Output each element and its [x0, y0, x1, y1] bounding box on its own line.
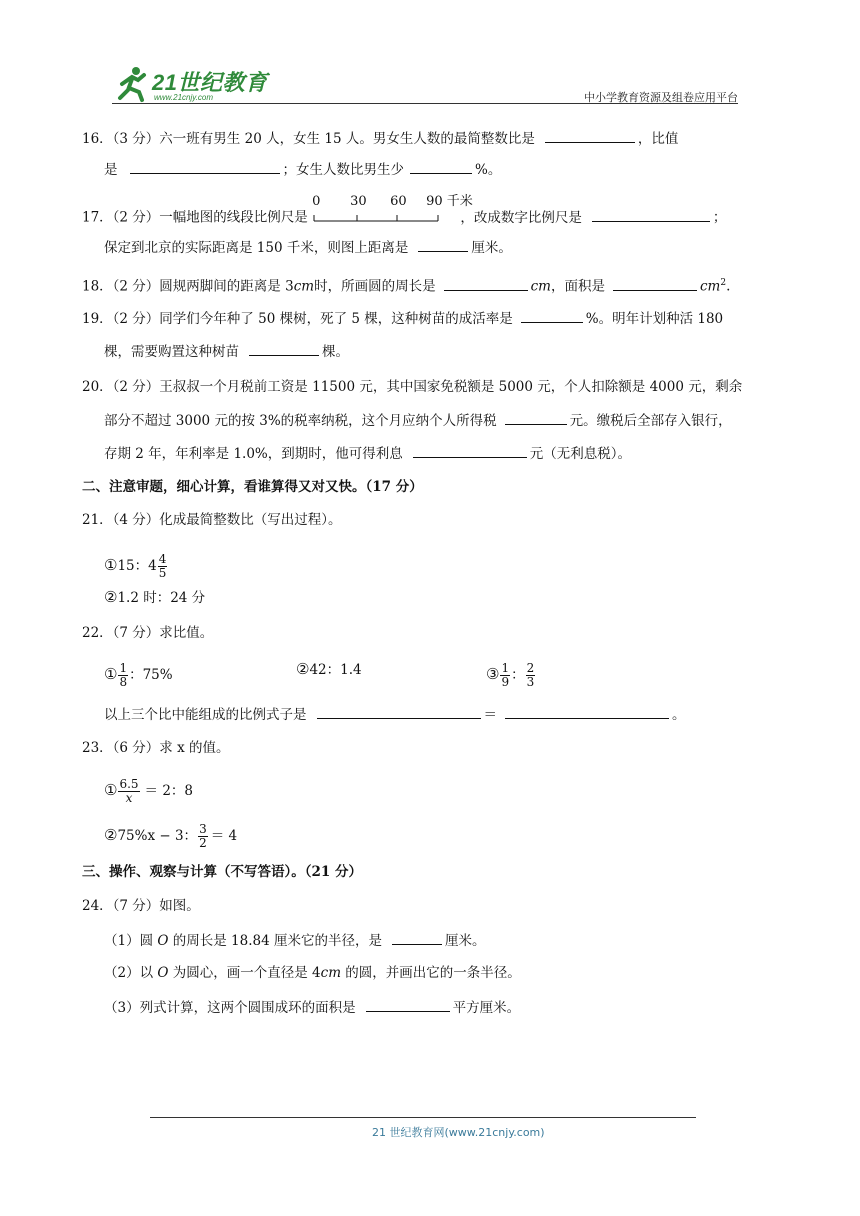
fraction-numerator: 1 [119, 661, 128, 675]
q16-blank-value[interactable] [130, 159, 280, 174]
fraction [118, 662, 128, 689]
q17-line1 [82, 194, 727, 230]
fraction-denominator: 3 [526, 675, 535, 689]
q20-text-d: 元（无利息税）。 [529, 446, 632, 462]
q18-blank-area[interactable] [613, 276, 697, 291]
q20-line1: 20．（2 分）王叔叔一个月税前工资是 11500 元，其中国家免税额是 5000 元，个人扣除额是 4000 元，剩余 [82, 379, 743, 395]
q16-line1 [82, 128, 678, 149]
q16-text: 16．（3 分）六一班有男生 20 人，女生 15 人。男女生人数的最简整数比是 [82, 131, 535, 147]
q24-part1-text-c: 厘米。 [445, 933, 486, 949]
fraction [118, 778, 139, 805]
q22-item1-text: ：75% [129, 667, 173, 683]
q17-text-d: 保定到北京的实际距离是 150 千米，则图上距离是 [104, 240, 409, 256]
q16-text-e: %。 [475, 162, 502, 178]
q20-line2 [104, 410, 732, 431]
fraction-denominator: 5 [158, 566, 167, 580]
q24-part1-text: （1）圆 [104, 933, 158, 949]
q20-text-b: 元。缴税后全部存入银行， [569, 413, 732, 429]
q18-text: 18．（2 分）圆规两脚间的距离是 3 [82, 278, 294, 295]
fraction-numerator: 4 [158, 552, 167, 566]
fraction-denominator: 2 [199, 836, 207, 850]
q24-title: 24．（7 分）如图。 [82, 898, 200, 914]
q23-title: 23．（6 分）求 x 的值。 [82, 740, 230, 756]
fraction [500, 662, 510, 689]
q23-item1-text: ＝ 2：8 [144, 783, 194, 799]
header-divider [112, 103, 738, 104]
q23-item2-text-b: ＝ 4 [210, 828, 238, 844]
item-marker-1: ① [104, 665, 118, 683]
q17-text-c: ； [712, 209, 727, 226]
q24-part1-text-b: 的周长是 18.84 厘米它的半径，是 [168, 933, 382, 949]
logo-url: www.21cnjy.com [154, 93, 213, 102]
q24-part2-text-c: 的圆，并画出它的一条半径。 [341, 965, 521, 981]
q16-line2 [104, 159, 501, 180]
ratio-separator: ： [511, 667, 525, 683]
q22-title: 22．（7 分）求比值。 [82, 625, 214, 641]
q18-unit-cm2: cm [699, 278, 721, 295]
q19-text-b: %。明年计划种活 180 [585, 311, 724, 327]
q21-item1-text: 15：4 [117, 558, 157, 574]
footer-divider [150, 1117, 696, 1118]
q22-item2-text: 42：1.4 [309, 662, 362, 678]
fraction-numerator: 1 [501, 661, 510, 675]
fraction [158, 553, 168, 580]
q18-text-b: 时，所画圆的周长是 [314, 278, 436, 295]
q17-text-e: 厘米。 [471, 240, 512, 256]
q18-end: . [726, 278, 731, 295]
footer-text: 21 世纪教育网(www.21cnjy.com) [372, 1126, 545, 1139]
q22-blank-right[interactable] [505, 704, 669, 719]
q20-line3 [104, 443, 631, 464]
scale-label-0: 0 [312, 194, 321, 209]
fraction [526, 662, 536, 689]
q17-blank-scale[interactable] [592, 207, 710, 222]
fraction-denominator: x [125, 791, 133, 805]
circle-center-label: O [157, 965, 169, 981]
q22-item1 [104, 659, 173, 690]
header-platform-text: 中小学教育资源及组卷应用平台 [584, 91, 738, 104]
equals-sign: ＝ [483, 707, 497, 723]
fraction [198, 823, 208, 850]
q21-item2 [104, 587, 205, 608]
q22-blank-left[interactable] [317, 704, 481, 719]
section-2-heading: 二、注意审题，细心计算，看谁算得又对又快。（17 分） [82, 479, 423, 495]
fraction-denominator: 9 [501, 675, 510, 689]
q22-proportion-line [104, 704, 686, 725]
circle-center-label: O [157, 933, 169, 949]
item-marker-3: ③ [486, 665, 500, 683]
q17-line2 [104, 237, 512, 258]
q24-part1 [104, 930, 486, 951]
q18-text-c: ，面积是 [550, 278, 605, 295]
section-3-heading: 三、操作、观察与计算（不写答语）。（21 分） [82, 864, 362, 880]
fraction-denominator: 8 [119, 675, 128, 689]
q24-part2-text: （2）以 [104, 965, 158, 981]
q18-line [82, 273, 730, 297]
fraction-numerator: 2 [526, 661, 535, 675]
q18-sup: 2 [720, 278, 727, 288]
line-scale-bar [312, 194, 473, 230]
q24-unit-cm: cm [320, 965, 342, 981]
q24-part2-text-b: 为圆心，画一个直径是 4 [168, 965, 321, 981]
q19-text: 19．（2 分）同学们今年种了 50 棵树，死了 5 棵，这种树苗的成活率是 [82, 311, 513, 327]
q23-item2-text: 75%x − 3： [117, 828, 198, 844]
item-marker-1: ① [104, 556, 118, 574]
scale-label-90: 90 千米 [426, 194, 473, 209]
site-logo [112, 62, 272, 108]
q20-blank-tax[interactable] [505, 410, 567, 425]
q19-blank-seedlings[interactable] [249, 341, 319, 356]
q20-text-c: 存期 2 年，年利率是 1.0%，到期时，他可得利息 [104, 446, 403, 462]
q16-text-d: ；女生人数比男生少 [282, 162, 404, 178]
q21-item2-text: 1.2 时：24 分 [117, 590, 206, 606]
q17-blank-distance[interactable] [418, 237, 468, 252]
q22-proportion-text: 以上三个比中能组成的比例式子是 [104, 707, 307, 723]
fraction-numerator: 3 [199, 822, 207, 836]
q22-proportion-end: 。 [672, 707, 686, 723]
q24-part3-text: （3）列式计算，这两个圆围成环的面积是 [104, 1000, 356, 1016]
q19-line2 [104, 341, 349, 362]
q19-blank-rate[interactable] [521, 308, 583, 323]
scale-label-60: 60 [390, 194, 407, 209]
q24-part3 [104, 997, 520, 1018]
q17-text-b: ，改成数字比例尺是 [460, 209, 582, 226]
q24-blank-radius[interactable] [392, 930, 442, 945]
q23-item2 [104, 820, 237, 851]
q19-text-d: 棵。 [322, 344, 349, 360]
q17-text: 17．（2 分）一幅地图的线段比例尺是 [82, 209, 308, 226]
q24-part2 [104, 963, 521, 983]
item-marker-2: ② [104, 826, 118, 844]
item-marker-2: ② [104, 588, 118, 606]
scale-label-30: 30 [350, 194, 367, 209]
q21-item1 [104, 550, 168, 581]
q20-blank-interest[interactable] [413, 443, 527, 458]
q19-text-c: 棵，需要购置这种树苗 [104, 344, 239, 360]
q16-text-c: 是 [104, 162, 118, 178]
item-marker-1: ① [104, 781, 118, 799]
q18-unit-cm: cm [293, 278, 315, 295]
q16-blank-ratio[interactable] [545, 128, 635, 143]
q16-text-b: ，比值 [637, 131, 679, 147]
q18-unit-cm-2: cm [530, 278, 551, 295]
logo-text: 21世纪教育 [152, 70, 268, 95]
q23-item1 [104, 775, 193, 806]
q19-line1 [82, 308, 723, 329]
q21-title: 21．（4 分）化成最简整数比（写出过程）。 [82, 512, 342, 528]
q16-blank-percent[interactable] [410, 159, 472, 174]
q22-item2 [296, 659, 362, 680]
runner-icon [112, 64, 152, 104]
q20-text: 部分不超过 3000 元的按 3%的税率纳税，这个月应纳个人所得税 [104, 413, 497, 429]
item-marker-2: ② [296, 660, 310, 678]
q24-part3-text-b: 平方厘米。 [452, 1000, 521, 1016]
q24-blank-area[interactable] [366, 997, 450, 1012]
q22-item3 [486, 659, 536, 690]
q18-blank-circumference[interactable] [444, 276, 528, 291]
fraction-numerator: 6.5 [119, 777, 139, 791]
